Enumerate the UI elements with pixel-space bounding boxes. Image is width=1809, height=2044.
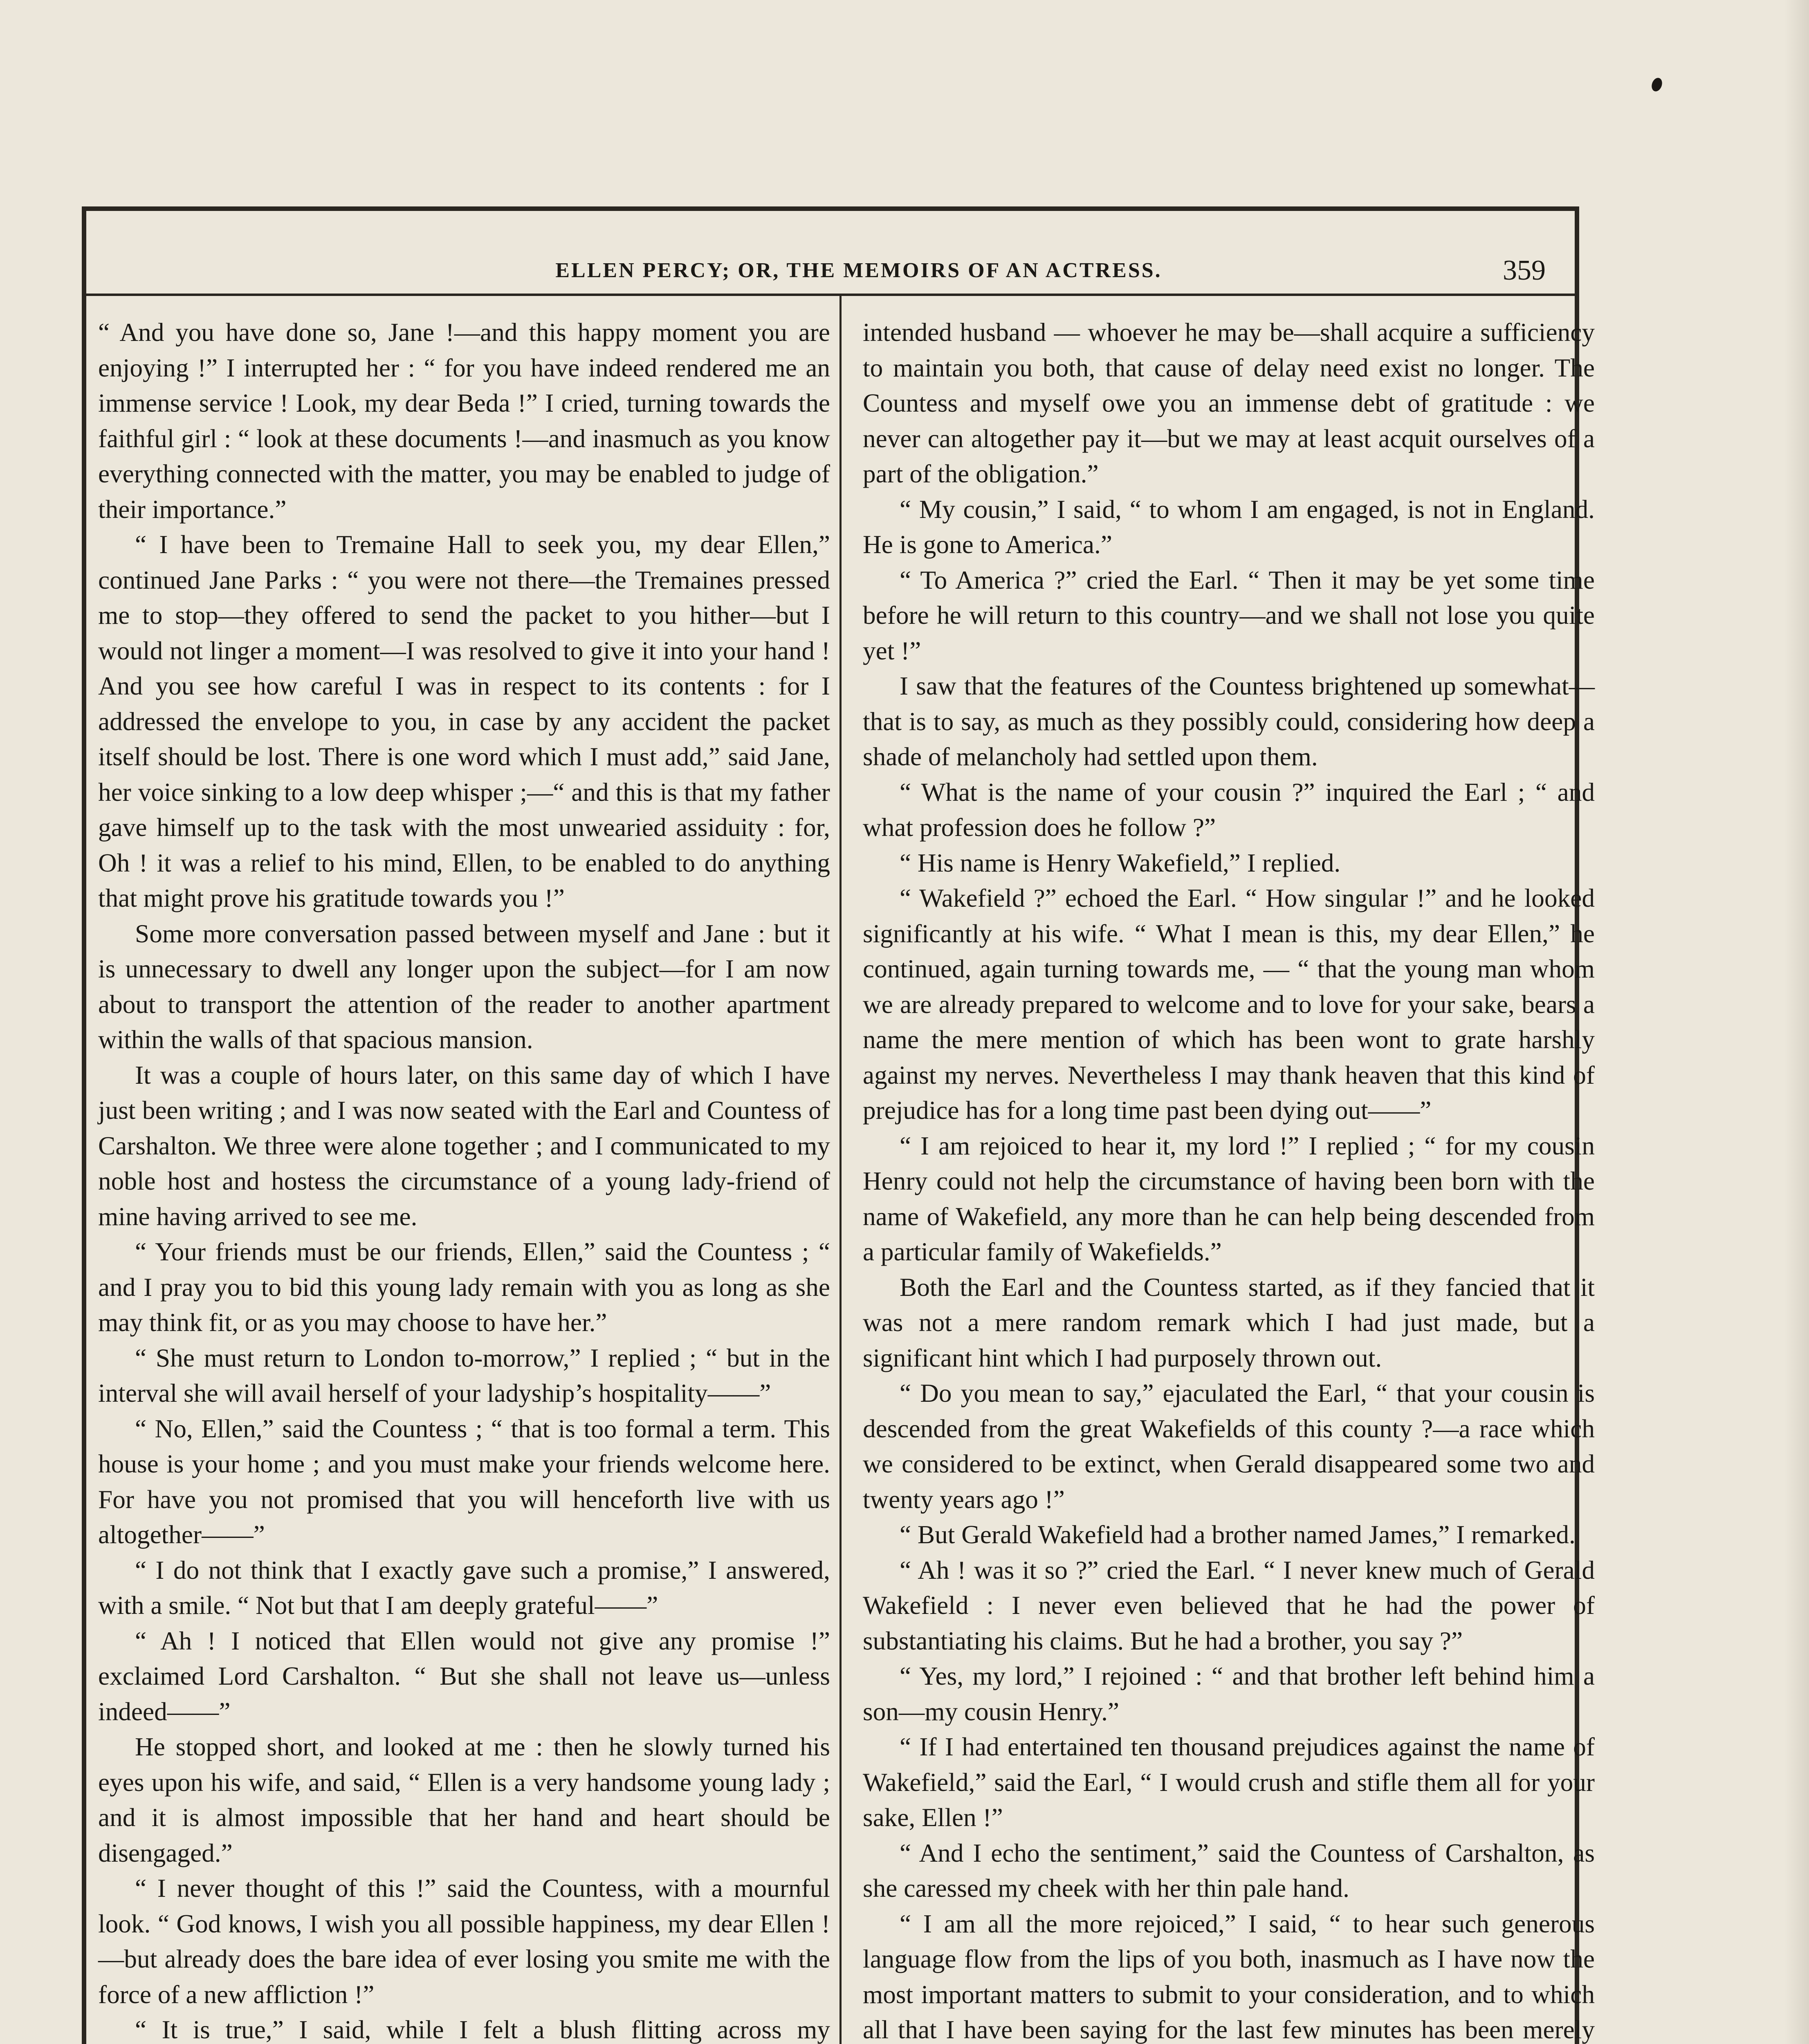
ink-speck [1650,76,1664,93]
paragraph: Both the Earl and the Countess started, as if they fancied that it was not a mere random remark which I had just made, but a significant hint which I had purposely thrown out. [863,1273,1595,1372]
paragraph: “ And I echo the sentiment,” said the Countess of Carshalton, as she caressed my cheek with her thin pale hand. [863,1838,1595,1903]
paragraph: “ Your friends must be our friends, Ellen,” said the Countess ; “ and I pray you to bid this young lady remain with you as long as she may think fit, or as you may choose to have her.” [98,1237,830,1337]
paragraph: He stopped short, and looked at me : then he slowly turned his eyes upon his wife, and said, “ Ellen is a very handsome young lady ; and it is almost impossible that her hand and heart should be disengaged.” [98,1732,830,1867]
paragraph: “ I am rejoiced to hear it, my lord !” I replied ; “ for my cousin Henry could not help the circumstance of having been born with the name of Wakefield, any more than he can help being descended from a particular family of Wakefields.” [863,1131,1595,1266]
paragraph: “ She must return to London to-morrow,” I replied ; “ but in the interval she will avail herself of your ladyship’s hospitality——” [98,1343,830,1407]
running-title-part2: THE MEMOIRS OF AN ACTRESS. [786,259,1162,282]
paragraph: I saw that the features of the Countess brightened up somewhat—that is to say, as much as they possibly could, considering how deep a shade of melancholy had settled upon them. [863,672,1595,771]
paragraph: “ Do you mean to say,” ejaculated the Earl, “ that your cousin is descended from the great Wakefields of this county ?—a race which we considered to be extinct, when Gerald disappeared some two and twenty years ago !” [863,1379,1595,1514]
right-column [863,315,1595,2044]
paragraph: “ Ah ! I noticed that Ellen would not give any promise !” exclaimed Lord Carshalton. “ But she shall not leave us—unless indeed——” [98,1626,830,1726]
header-rule [82,294,1579,296]
paragraph: “ If I had entertained ten thousand prejudices against the name of Wakefield,” said the Earl, “ I would crush and stifle them all for your sake, Ellen !” [863,1732,1595,1832]
page-edge-shadow [1784,0,1809,2044]
paragraph: “ But Gerald Wakefield had a brother named James,” I remarked. [900,1520,1576,1549]
paragraph: “ And you have done so, Jane !—and this happy moment you are enjoying !” I interrupted her : “ for you have indeed rendered me an immense service ! Look, my dear Beda !” I cried, turning towards the faithful girl : “ look at these documents !—and inasmuch as you know everything connected with the matter, you may be enabled to judge of their importance.” [98,318,830,524]
paragraph: “ I have been to Tremaine Hall to seek you, my dear Ellen,” continued Jane Parks : “ you were not there—the Tremaines pressed me to stop—they offered to send the packet to you hither—but I would not linger a moment—I was resolved to give it into your hand ! And you see how careful I was in respect to its contents : for I addressed the envelope to you, in case by any accident the packet itself should be lost. There is one word which I must add,” said Jane, her voice sinking to a low deep whisper ;—“ and this is that my father gave himself up to the task with the most unwearied assiduity : for, Oh ! it was a relief to his mind, Ellen, to be enabled to do anything that might prove his gratitude towards you !” [98,530,830,912]
paragraph: “ I do not think that I exactly gave such a promise,” I answered, with a smile. “ Not but that I am deeply grateful——” [98,1555,830,1620]
paragraph: “ I never thought of this !” said the Countess, with a mournful look. “ God knows, I wish you all possible happiness, my dear Ellen !—but already does the bare idea of ever losing you smite me with the force of a new affliction !” [98,1874,830,2009]
running-title-part1: ELLEN PERCY; OR, [555,259,780,282]
paragraph: “ No, Ellen,” said the Countess ; “ that is too formal a term. This house is your home ; and you must make your friends welcome here. For have you not promised that you will henceforth live with us altogether——” [98,1414,830,1549]
paragraph: “ It is true,” I said, while I felt a blush flitting across my [135,2015,830,2044]
paragraph: “ Wakefield ?” echoed the Earl. “ How singular !” and he looked significantly at his wife. “ What I mean is this, my dear Ellen,” he continued, again turning towards me, — “ that the young man whom we are already prepared to welcome and to love for your sake, bears a name the mere mention of which has been wont to grate harshly against my nerves. Nevertheless I may thank heaven that this kind of prejudice has for a long time past been dying out——” [863,884,1595,1125]
paragraph: It was a couple of hours later, on this same day of which I have just been writing ; and I was now seated with the Earl and Countess of Carshalton. We three were alone together ; and I communicated to my noble host and hostess the circumstance of a young lady-friend of mine having arrived to see me. [98,1060,830,1231]
column-divider [839,296,842,2044]
paragraph: “ What is the name of your cousin ?” inquired the Earl ; “ and what profession does he follow ?” [863,778,1595,842]
paragraph: intended husband — whoever he may be—shall acquire a sufficiency to maintain you both, that cause of delay need exist no longer. The Countess and myself owe you an immense debt of gratitude : we never can altogether pay it—but we may at least acquit ourselves of a part of the obligation.” [863,318,1595,488]
paragraph: Some more conversation passed between myself and Jane : but it is unnecessary to dwell any longer upon the subject—for I am now about to transport the attention of the reader to another apartment within the walls of that spacious mansion. [98,919,830,1054]
paragraph: “ I am all the more rejoiced,” I said, “ to hear such generous language flow from the lips of you both, inasmuch as I have now the most important matters to submit to your consideration, and to which all that I have been saying for the last few minutes has been merely [863,1909,1595,2044]
paragraph: “ My cousin,” I said, “ to whom I am engaged, is not in England. He is gone to America.” [863,495,1595,559]
paragraph: “ Ah ! was it so ?” cried the Earl. “ I never knew much of Gerald Wakefield : I never even believed that he had the power of substantiating his claims. But he had a brother, you say ?” [863,1555,1595,1655]
paragraph: “ Yes, my lord,” I rejoined : “ and that brother left behind him a son—my cousin Henry.” [863,1662,1595,1726]
paragraph: “ To America ?” cried the Earl. “ Then it may be yet some time before he will return to this country—and we shall not lose you quite yet !” [863,565,1595,665]
paragraph: “ His name is Henry Wakefield,” I replied. [900,848,1341,877]
running-title [450,258,1268,282]
page-number: 359 [1503,255,1546,286]
left-column [98,315,830,2044]
